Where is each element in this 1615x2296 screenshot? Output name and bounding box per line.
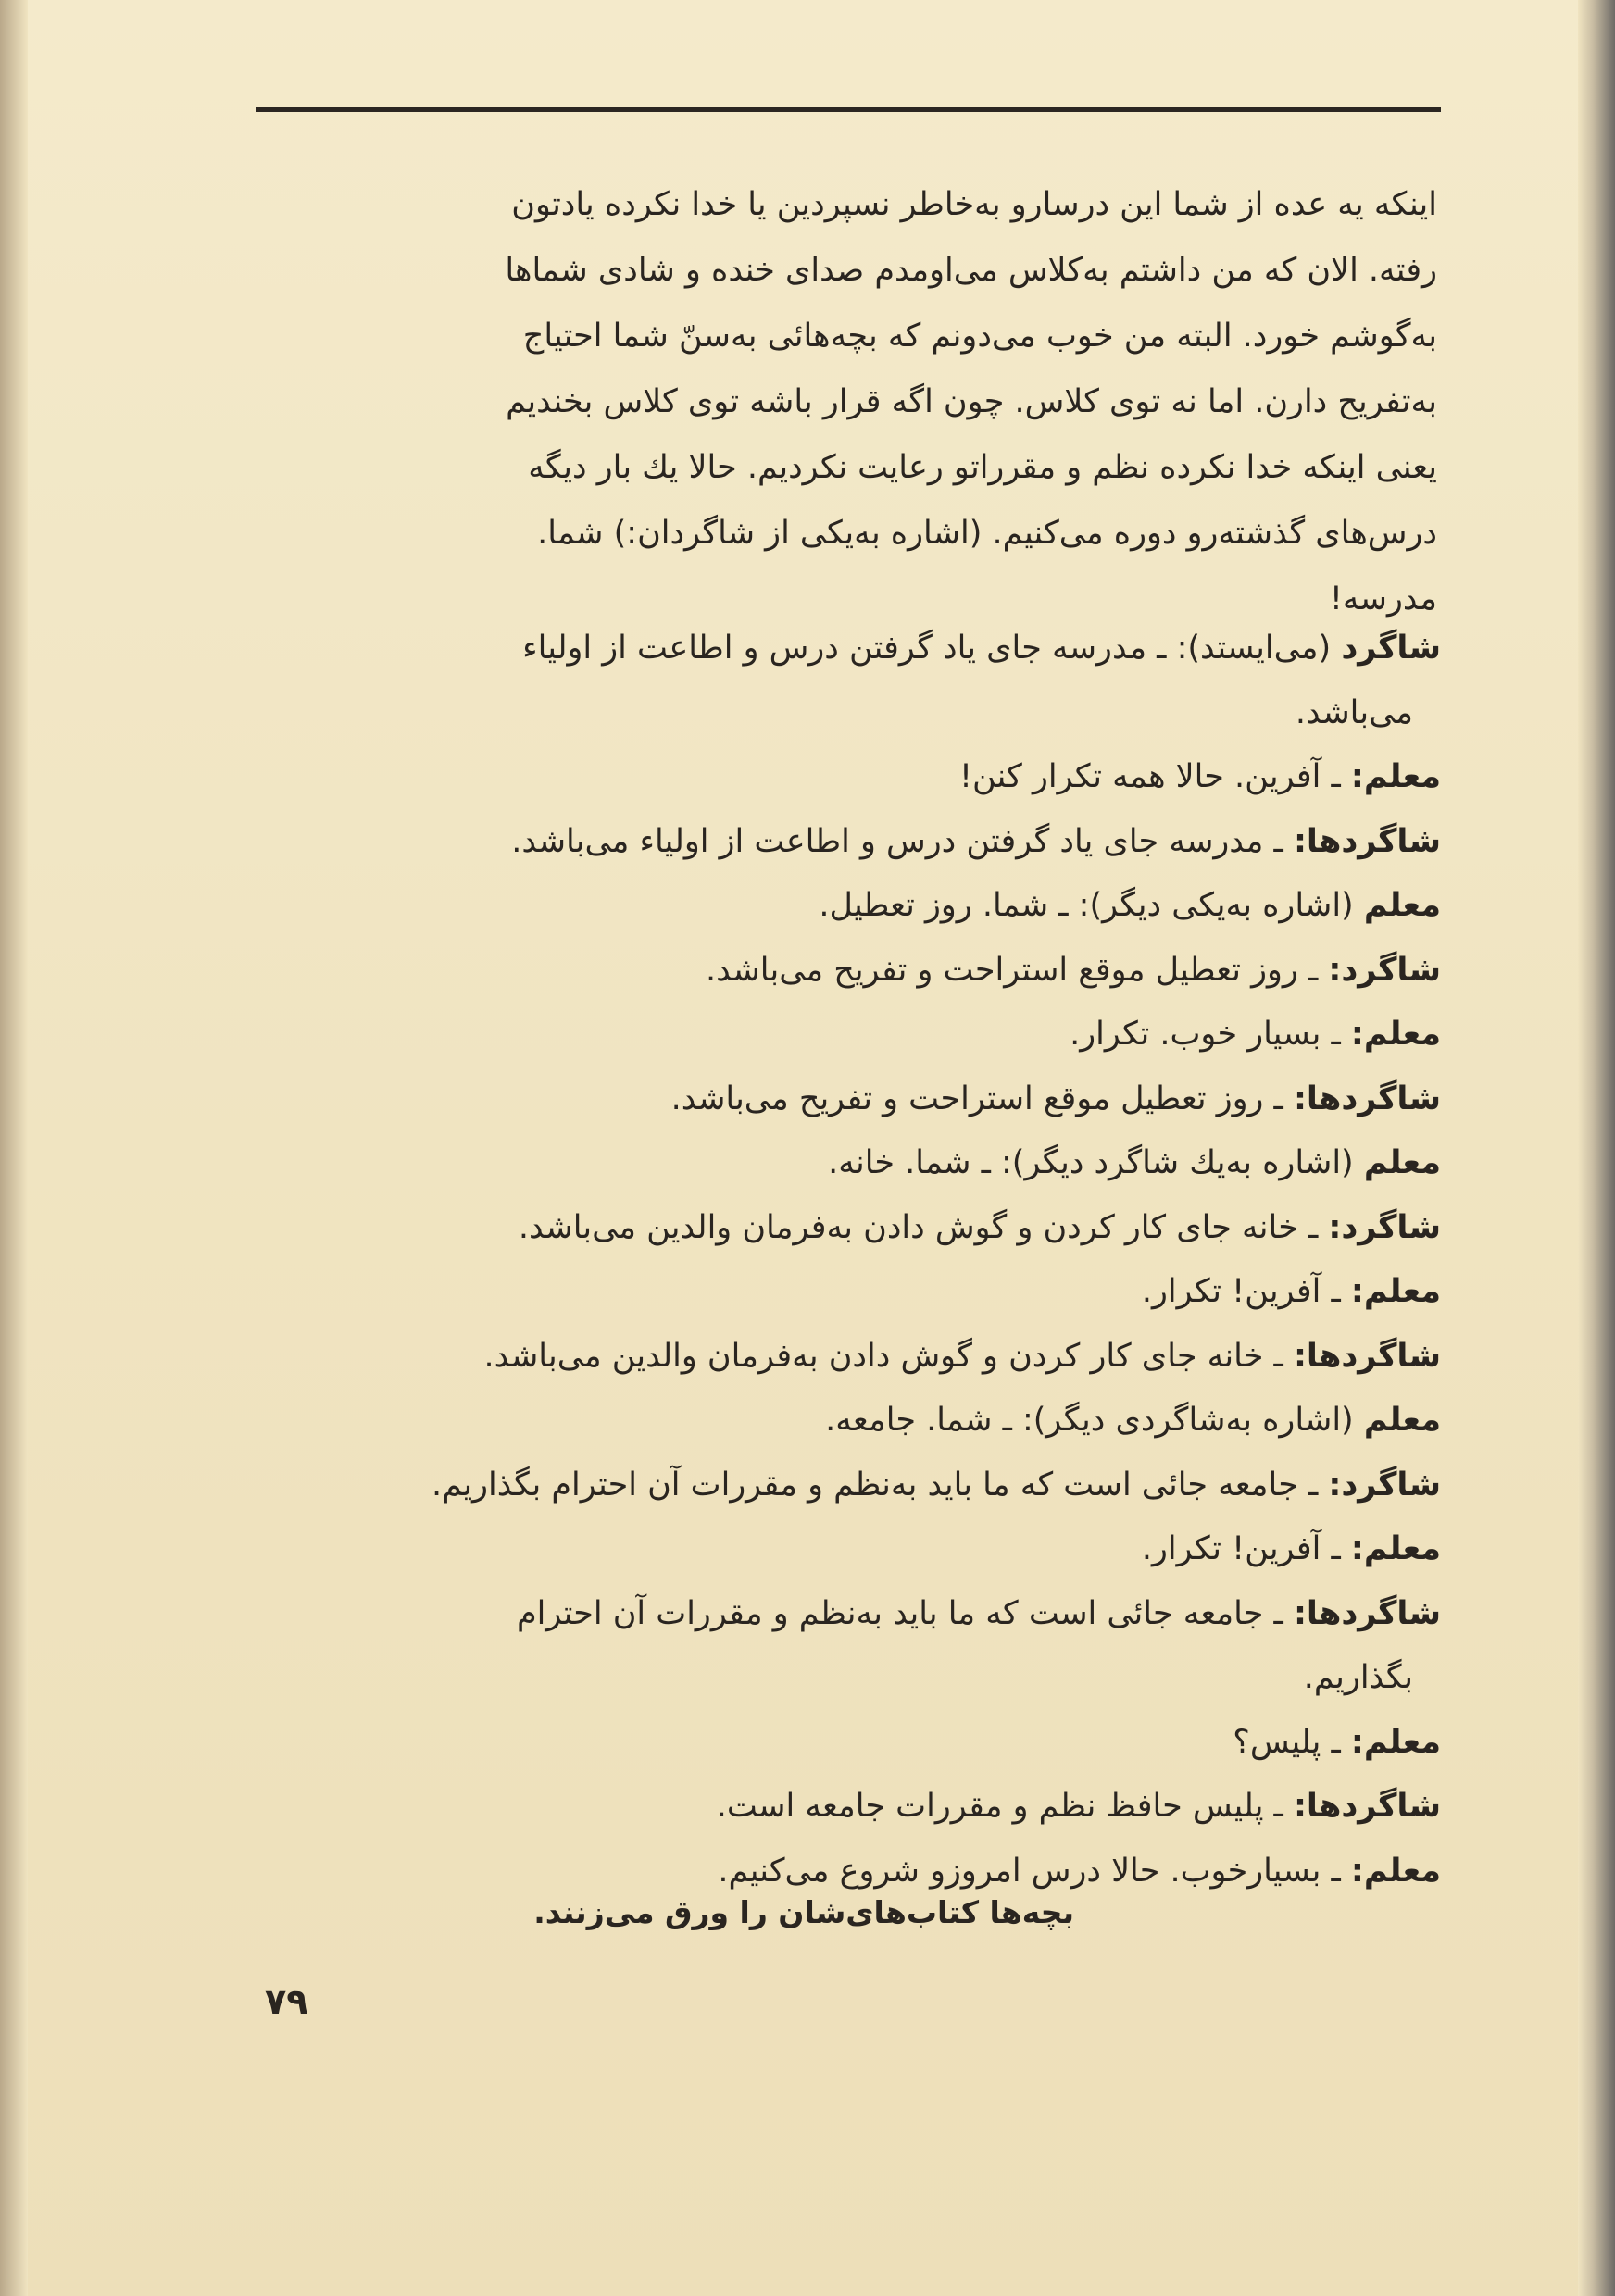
dialogue-text: (اشاره به‌یك شاگرد دیگر): ـ شما. خانه. [828,1144,1364,1181]
header-rule [256,107,1441,112]
dialogue-text: (اشاره به‌یکی دیگر): ـ شما. روز تعطیل. [819,887,1364,924]
intro-line: اینکه یه عده از شما این درسارو به‌خاطر نسپردین یا خدا نکرده یادتون [511,186,1437,223]
speaker-label: شاگرد: [1328,951,1441,989]
speaker-label: شاگرد: [1328,1466,1441,1504]
dialogue-text: ـ بسیارخوب. حالا درس امروزو شروع می‌کنیم. [718,1852,1351,1890]
dialogue-text: ـ جامعه جائی است که ما باید به‌نظم و مقررات آن احترام [516,1594,1294,1632]
dialogue-line [315,874,1441,939]
speaker-label: معلم: [1350,1530,1441,1567]
speaker-label: معلم [1363,887,1441,924]
dialogue-line [315,1196,1441,1261]
speaker-label: شاگرد [1341,630,1441,667]
dialogue-line [315,939,1441,1004]
dialogue-line [315,1454,1441,1518]
dialogue-line [315,1260,1441,1325]
dialogue-line [315,745,1441,810]
dialogue-text: ـ بسیار خوب. تکرار. [1070,1016,1351,1053]
dialogue-text: ـ جامعه جائی است که ما باید به‌نظم و مقررات آن احترام بگذاریم. [431,1466,1329,1504]
dialogue-text: (اشاره به‌شاگردی دیگر): ـ شما. جامعه. [825,1402,1364,1439]
intro-line: به‌تفریح دارن. اما نه توی کلاس. چون اگه قرار باشه توی کلاس بخندیم [506,383,1437,420]
dialogue-line [315,1131,1441,1196]
dialogue-text: (می‌ایستد): ـ مدرسه جای یاد گرفتن درس و اطاعت از اولیاء [522,630,1342,667]
dialogue-line [315,810,1441,875]
speaker-label: معلم: [1350,1723,1441,1761]
dialogue-line [315,1389,1441,1454]
dialogue-text: ـ پلیس؟ [1233,1723,1351,1761]
intro-line: به‌گوشم خورد. البته من خوب می‌دونم که بچه‌هائی به‌سنّ شما احتیاج [522,318,1437,355]
dialogue [315,617,1441,1903]
speaker-label: معلم: [1350,758,1441,795]
intro-line: یعنی اینکه خدا نکرده نظم و مقرراتو رعایت نکردیم. حالا یك بار دیگه [528,449,1437,486]
intro-line: رفته. الان که من داشتم به‌کلاس می‌اومدم صدای خنده و شادی شماها [505,252,1437,289]
page-edge-left [0,0,28,2296]
dialogue-text: ـ روز تعطیل موقع استراحت و تفریح می‌باشد. [705,951,1329,989]
dialogue-line [315,1067,1441,1132]
dialogue-text: ـ آفرین! تکرار. [1141,1530,1351,1567]
speaker-label: معلم [1363,1144,1441,1181]
page-edge-right [1578,0,1615,2296]
speaker-label: معلم: [1350,1852,1441,1890]
dialogue-text: ـ پلیس حافظ نظم و مقررات جامعه است. [716,1788,1294,1825]
speaker-label: شاگردها: [1293,1079,1441,1117]
dialogue-continuation: می‌باشد. [1295,693,1413,731]
dialogue-text: ـ خانه جای کار کردن و گوش دادن به‌فرمان والدین می‌باشد. [518,1208,1329,1246]
dialogue-line [315,1325,1441,1390]
intro-paragraph [315,172,1437,632]
dialogue-line [315,1711,1441,1776]
speaker-label: معلم: [1350,1016,1441,1053]
dialogue-line [315,1517,1441,1582]
speaker-label: شاگردها: [1293,1337,1441,1375]
dialogue-text: ـ روز تعطیل موقع استراحت و تفریح می‌باشد. [670,1079,1294,1117]
intro-line: درس‌های گذشته‌رو دوره می‌کنیم. (اشاره به‌یکی از شاگردان:) شما. [537,515,1437,552]
dialogue-line [315,1775,1441,1840]
speaker-label: شاگرد: [1328,1208,1441,1246]
page-number: ۷۹ [265,1981,308,2022]
dialogue-text: ـ خانه جای کار کردن و گوش دادن به‌فرمان والدین می‌باشد. [483,1337,1294,1375]
speaker-label: معلم [1363,1402,1441,1439]
speaker-label: معلم: [1350,1273,1441,1310]
dialogue-line [315,1003,1441,1067]
intro-line: مدرسه! [1329,580,1437,618]
speaker-label: شاگردها: [1293,1788,1441,1825]
dialogue-line [315,1582,1441,1647]
speaker-label: شاگردها: [1293,822,1441,860]
dialogue-line [315,617,1441,681]
dialogue-text: ـ مدرسه جای یاد گرفتن درس و اطاعت از اولیاء می‌باشد. [511,822,1294,860]
dialogue-text: ـ آفرین. حالا همه تکرار کنن! [958,758,1351,795]
stage-direction: بچه‌ها کتاب‌های‌شان را ورق می‌زنند. [533,1894,1074,1930]
dialogue-text: ـ آفرین! تکرار. [1141,1273,1351,1310]
dialogue-continuation: بگذاریم. [1303,1659,1413,1696]
speaker-label: شاگردها: [1293,1594,1441,1632]
